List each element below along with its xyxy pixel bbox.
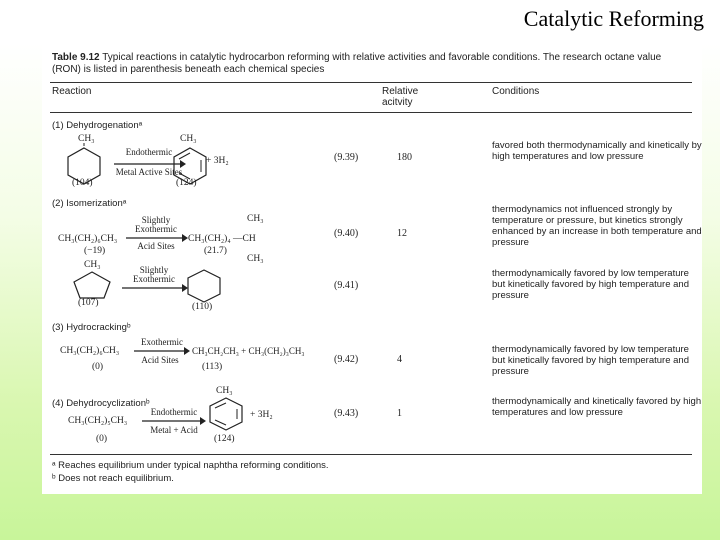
conditions-text: thermodynamically favored by low temperature but kinetically favored by high temperature and pressure (492, 344, 689, 377)
section-heading-dehydrocyclization: (4) Dehydrocyclizationᵇ (52, 398, 150, 409)
header-rule (50, 112, 692, 113)
ron-toluene: (124) (214, 434, 235, 444)
column-header-reaction: Reaction (52, 86, 92, 97)
reaction-arrow-icon (122, 284, 188, 292)
arrow-label-top: Endothermic (150, 407, 198, 417)
arrow-label-top: Slightly Exothermic (133, 265, 175, 284)
product-methyl-group: CH₃ (216, 386, 233, 396)
ron-octane: (0) (92, 362, 104, 372)
relative-activity: 12 (397, 228, 407, 239)
equation-number: (9.42) (334, 354, 359, 365)
column-header-conditions: Conditions (492, 86, 540, 97)
byproduct-hydrogen: + 3H₂ (206, 156, 229, 166)
equation-number: (9.39) (334, 152, 359, 163)
reaction-arrow-icon (142, 417, 206, 425)
arrow-label-top: Exothermic (141, 337, 183, 347)
conditions-text: favored both thermodynamically and kinetically by high temperatures and low pressure (492, 140, 702, 162)
arrow-label-bottom: Metal + Acid (150, 425, 198, 435)
byproduct-hydrogen: + 3H₂ (250, 410, 273, 420)
arrow-label-bottom: Metal Active Sites (115, 167, 183, 177)
product-branch-top: CH₃ (247, 214, 264, 224)
equation-number: (9.40) (334, 228, 359, 239)
arrow-label-bottom: Acid Sites (137, 241, 175, 251)
relative-activity: 1 (397, 408, 402, 419)
table-scan (42, 44, 702, 494)
table-caption-text: Typical reactions in catalytic hydrocarbon reforming with relative activities and favorable conditions. The research octane value (RON) is listed in parenthesis beneath each chemical species (52, 52, 662, 75)
toluene-ring-icon (208, 398, 244, 430)
conditions-text: thermodynamically favored by low temperature but kinetically favored by high temperature and pressure (492, 268, 689, 301)
ron-cyclohexane: (110) (192, 302, 213, 312)
bottom-rule (50, 454, 692, 455)
top-rule (50, 82, 692, 83)
reactant-octane: CH₃(CH₂)₆CH₃ (58, 234, 118, 244)
footnote-a: ᵃ Reaches equilibrium under typical naphtha reforming conditions. (52, 460, 329, 471)
product-isooctane: CH₃(CH₂)₄ —CH (188, 234, 256, 244)
section-heading-isomerization: (2) Isomerizationᵃ (52, 198, 127, 209)
product-propane-pentane: CH₃CH₂CH₃ + CH₃(CH₂)₃CH₃ (192, 346, 305, 356)
ron-octane: (−19) (84, 246, 106, 256)
reactant-octane: CH₃(CH₂)₆CH₃ (60, 346, 120, 356)
reactant-methyl-group: CH₃ (78, 134, 95, 144)
relative-activity: 4 (397, 354, 402, 365)
reaction-arrow-icon (134, 347, 190, 355)
table-label: Table 9.12 (52, 52, 100, 63)
conditions-text: thermodynamically and kinetically favored by high temperatures and low pressure (492, 396, 702, 418)
ron-heptane: (0) (96, 434, 108, 444)
reactant-methyl-group: CH₃ (84, 260, 101, 270)
ron-products: (113) (202, 362, 223, 372)
conditions-text: thermodynamics not influenced strongly by temperature or pressure, but kinetics strongly enhanced by an increase in both temperature and pressure (492, 204, 702, 248)
section-heading-hydrocracking: (3) Hydrocrackingᵇ (52, 322, 131, 333)
arrow-label-bottom: Acid Sites (141, 355, 179, 365)
column-header-activity: Relative acitvity (382, 86, 419, 108)
slide-title: Catalytic Reforming (523, 6, 704, 31)
equation-number: (9.43) (334, 408, 359, 419)
reactant-heptane: CH₃(CH₂)₅CH₃ (68, 416, 128, 426)
product-branch-bottom: CH₃ (247, 254, 264, 264)
product-methyl-group: CH₃ (180, 134, 197, 144)
methylcyclopentane-ring-icon (74, 272, 114, 298)
ron-methylcyclopentane: (107) (78, 298, 99, 308)
footnote-b: ᵇ Does not reach equilibrium. (52, 473, 174, 484)
section-heading-dehydrogenation: (1) Dehydrogenationᵃ (52, 120, 143, 131)
equation-number: (9.41) (334, 280, 359, 291)
ron-methylcyclohexane: (104) (72, 178, 93, 188)
arrow-label-top: Slightly Exothermic (135, 215, 177, 234)
ron-isooctane: (21.7) (204, 246, 227, 256)
ron-toluene: (124) (176, 178, 197, 188)
table-caption (52, 52, 692, 76)
cyclohexane-ring-icon (186, 270, 222, 302)
arrow-label-top: Endothermic (125, 147, 173, 157)
relative-activity: 180 (397, 152, 412, 163)
